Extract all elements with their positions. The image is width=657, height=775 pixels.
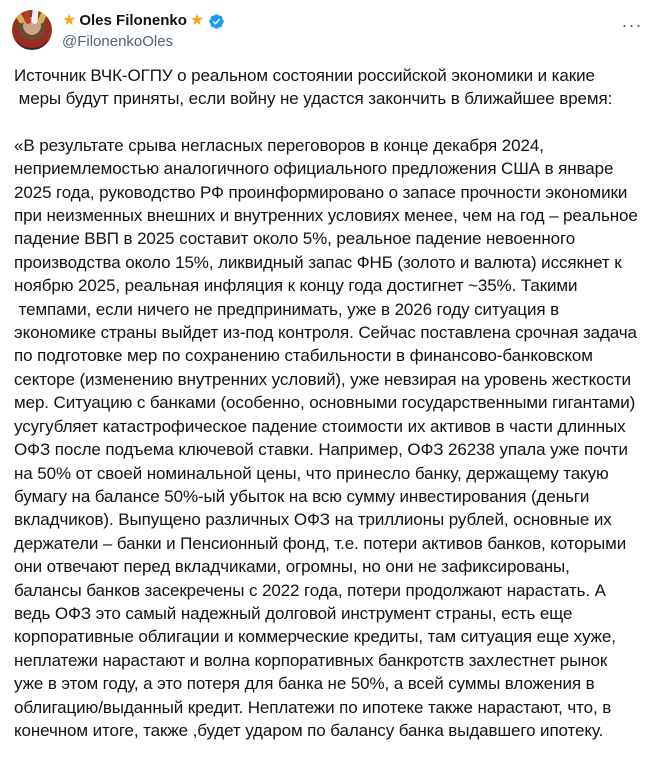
star-icon: ★ — [189, 12, 205, 29]
tweet-header — [12, 10, 645, 54]
tweet-lead-paragraph: Источник ВЧК-ОГПУ о реальном состоянии российской экономики и какие меры будут приняты, если войну не удастся закончить в ближайшее время: — [14, 66, 613, 109]
tweet-body-paragraph: «В результате срыва негласных переговоров в конце декабря 2024, неприемлемостью аналогичного официального предложения США в январе 2025 года, руководство РФ проинформировано о запасе прочности экономики при неизменных внешних и внутренних условиях менее, чем на год – реальное падение ВВП в 2025 составит около 5%, реальное падение невоенного производства около 15%, ликвидный запас ФНБ (золото и валюта) иссякнет к ноябрю 2025, реальная инфляция к концу года достигнет ~35%. Такими темпами, если ничего не предпринимать, уже в 2026 году ситуация в экономике страны выйдет из-под контроля. Сейчас поставлена срочная задача по подготовке мер по сохранению стабильности в финансово-банковском секторе (изменению внутренних условий), уже невзирая на уровень жесткости мер. Ситуацию с банками (особенно, основными государственными гигантами) усугубляет катастрофическое падение стоимости их активов в части длинных ОФЗ после подъема ключевой ставки. Например, ОФЗ 26238 упала уже почти на 50% от своей номинальной цены, что принесло банку, держащему такую бумагу на балансе 50%-ый убыток на всю сумму инвестирования (деньги вкладчиков). Выпущено различных ОФЗ на триллионы рублей, основные их держатели – банки и Пенсионный фонд, т.е. потери активов банков, которыми они отвечают перед вкладчиками, огромны, но они не зафиксированы, балансы банков засекречены с 2022 года, потери продолжают нарастать. А ведь ОФЗ это самый надежный долговой инструмент страны, есть еще корпоративные облигации и коммерческие кредиты, там ситуация еще хуже, неплатежи нарастают и волна корпоративных банкротств захлестнет рынок уже в этом году, а это потеря для банка не 50%, а всей суммы вложения в облигацию/выданный кредит. Неплатежи по ипотеке также нарастают, что, в конечном итоге, также ,будет ударом по балансу банка выдавшего ипотеку. — [14, 135, 638, 740]
avatar[interactable] — [12, 10, 52, 50]
author-name-row[interactable] — [62, 11, 225, 31]
author-name[interactable]: Oles Filonenko — [79, 12, 187, 29]
more-options-button[interactable] — [619, 12, 645, 38]
tweet-text — [14, 64, 648, 742]
star-icon: ★ — [62, 12, 77, 29]
author-info — [62, 11, 225, 52]
author-handle[interactable]: @FilonenkoOles — [62, 33, 174, 50]
verified-badge-icon — [208, 13, 225, 30]
more-icon: ··· — [621, 14, 643, 35]
